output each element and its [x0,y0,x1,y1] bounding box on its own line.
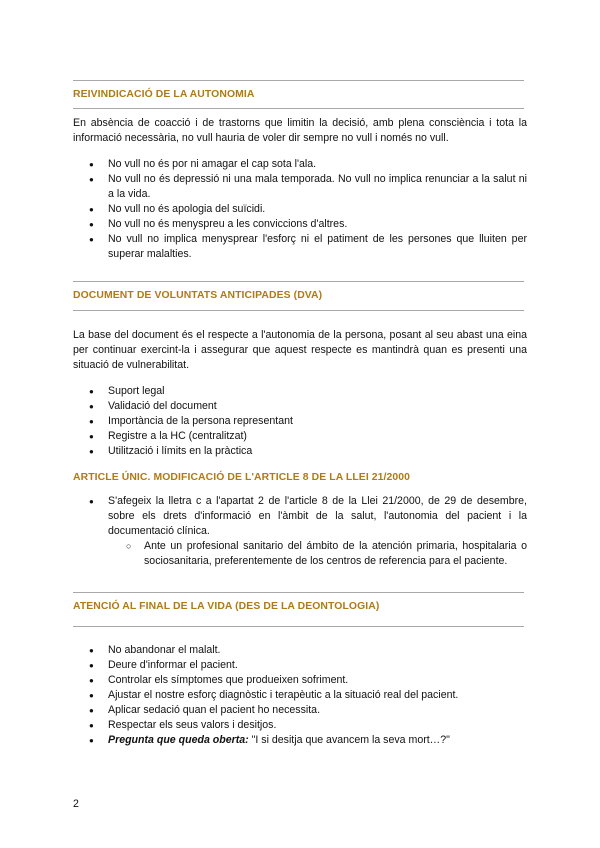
bullet-icon: ● [89,497,94,506]
list-item: ● Deure d'informar el pacient. [89,659,238,671]
list-item: ● Respectar els seus valors i desitjos. [89,719,277,731]
bullet-icon: ● [89,676,94,685]
list-item: ● Ajustar el nostre esforç diagnòstic i terapèutic a la situació real del pacient. [89,689,459,701]
bullet-icon: ● [89,175,94,184]
section-title-article: ARTICLE ÚNIC. MODIFICACIÓ DE L'ARTICLE 8 DE LA LLEI 21/2000 [73,472,411,483]
page-number: 2 [73,798,79,810]
bullet-icon: ● [89,661,94,670]
bullet-icon: ● [89,721,94,730]
list-item: ● No vull no és por ni amagar el cap sota l'ala. [89,158,317,170]
bullet-icon: ● [89,205,94,214]
bullet-icon: ● [89,706,94,715]
sub-list-item: ○ Ante un profesional sanitario del ámbito de la atención primaria, hospitalaria o sociosanitaria, preferentemente de los centros de referencia para el paciente. [126,540,527,567]
bullet-list-end-of-life [73,643,527,748]
bullet-icon: ● [89,736,94,745]
section-title-dva: DOCUMENT DE VOLUNTATS ANTICIPADES (DVA) [73,290,323,301]
bullet-list-autonomy [73,157,527,262]
bullet-icon: ● [89,432,94,441]
bullet-icon: ● [89,220,94,229]
divider [73,281,524,282]
divider [73,80,524,81]
list-item: ● Validació del document [89,400,217,412]
bullet-icon: ● [89,235,94,244]
bullet-icon: ● [89,387,94,396]
section-title-end-of-life: ATENCIÓ AL FINAL DE LA VIDA (DES DE LA DEONTOLOGIA) [73,601,380,612]
list-item: ● No vull no és menyspreu a les conviccions d'altres. [89,218,348,230]
list-item: ● Controlar els símptomes que produeixen sofriment. [89,674,349,686]
bullet-icon: ● [89,646,94,655]
paragraph-autonomy: En absència de coacció i de trastorns que limitin la decisió, amb plena consciència i tota la informació necessària, no vull hauria de voler dir sempre no vull i només no vull. [73,117,527,144]
list-item: ● No abandonar el malalt. [89,644,221,656]
divider [73,592,524,593]
section-title-autonomy: REIVINDICACIÓ DE LA AUTONOMIA [73,89,255,100]
sub-list [108,539,527,569]
list-item: ● Aplicar sedació quan el pacient ho necessita. [89,704,321,716]
list-item: ● Utilització i límits en la pràctica [89,445,253,457]
list-item: ● Importància de la persona representant [89,415,293,427]
open-question-label: Pregunta que queda oberta: [108,734,249,746]
hollow-bullet-icon: ○ [126,541,132,551]
bullet-icon: ● [89,160,94,169]
list-item: ● Registre a la HC (centralitzat) [89,430,247,442]
open-question-text: "I si desitja que avancem la seva mort…?" [248,734,450,746]
bullet-icon: ● [89,417,94,426]
list-item: ● No vull no és apologia del suïcidi. [89,203,266,215]
bullet-icon: ● [89,402,94,411]
list-item: ● No vull no és depressió ni una mala temporada. No vull no implica renunciar a la salut ni a la vida. [89,173,527,200]
divider [73,108,524,109]
bullet-list-article [73,494,527,569]
list-item: ● No vull no implica menysprear l'esforç ni el patiment de les persones que lluiten per superar malalties. [89,233,527,260]
bullet-list-dva [73,384,527,459]
bullet-icon: ● [89,691,94,700]
list-item: ● S'afegeix la lletra c a l'apartat 2 de l'article 8 de la Llei 21/2000, de 29 de desembre, sobre els drets d'informació en l'àmbit de la salut, l'autonomia del pacient i la documentació clínica. ○ Ante un profesional sanitario del ámbito de la atención primaria, hospitalaria o sociosanitaria, preferentemente de los centros de referencia para el paciente. [89,495,527,567]
bullet-icon: ● [89,447,94,456]
list-item [73,733,527,748]
paragraph-dva: La base del document és el respecte a l'autonomia de la persona, posant al seu abast una eina per continuar exercint-la i assegurar que aquest respecte es mantindrà quan es presenti una situació de vulnerabilitat. [73,329,527,371]
divider [73,626,524,627]
list-item: ● Suport legal [89,385,165,397]
divider [73,310,524,311]
